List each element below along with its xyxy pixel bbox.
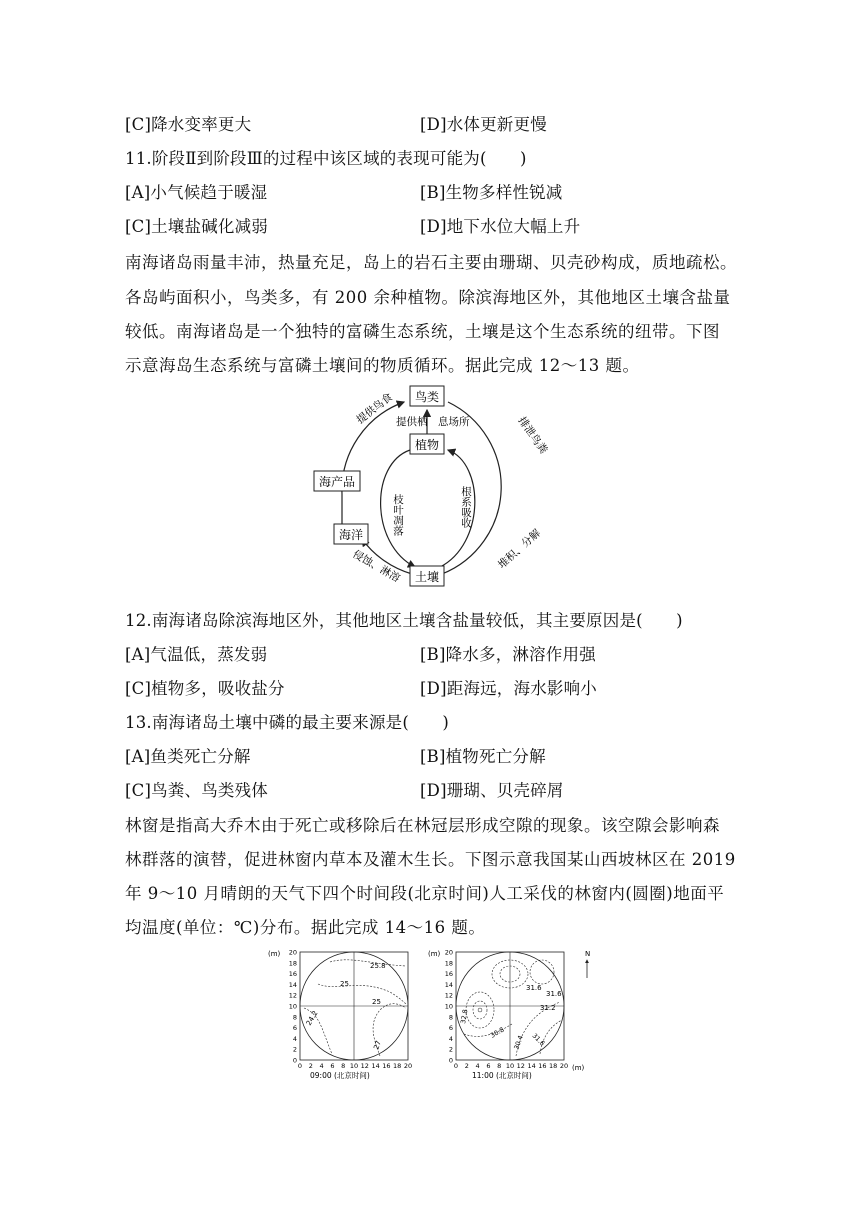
passage1-line2: 各岛屿面积小，鸟类多，有 200 余种植物。除滨海地区外，其他地区土壤含盐量	[125, 288, 731, 307]
q11-option-d: [D]地下水位大幅上升	[420, 217, 581, 236]
svg-text:30.8: 30.8	[489, 1025, 506, 1040]
svg-text:25: 25	[340, 980, 349, 988]
svg-text:31.2: 31.2	[540, 1004, 556, 1012]
node-seafood	[314, 471, 360, 491]
passage1-line3: 较低。南海诸岛是一个独特的富磷生态系统，土壤是这个生态系统的纽带。下图	[125, 322, 720, 341]
x-tick-label: 20	[559, 1062, 569, 1070]
q13-option-c: [C]鸟粪、鸟类残体	[125, 781, 268, 800]
q12-option-a: [A]气温低，蒸发弱	[125, 645, 268, 664]
passage2-line1: 林窗是指高大乔木由于死亡或移除后在林冠层形成空隙的现象。该空隙会影响森	[125, 816, 720, 835]
node-birds	[410, 386, 444, 406]
svg-text:海洋: 海洋	[338, 528, 364, 542]
node-ocean	[334, 524, 368, 544]
x-tick-label: 16	[382, 1062, 391, 1070]
y-tick-label: 0	[292, 1056, 297, 1065]
y-tick-label: 2	[448, 1045, 453, 1054]
y-tick-label: 14	[288, 980, 297, 989]
passage1-line1: 南海诸岛雨量丰沛，热量充足，岛上的岩石主要由珊瑚、贝壳砂构成，质地疏松。	[125, 253, 737, 272]
q12-stem: 12.南海诸岛除滨海地区外，其他地区土壤含盐量较低，其主要原因是( )	[125, 611, 683, 630]
svg-text:25.8: 25.8	[370, 962, 386, 970]
x-tick-label: 4	[319, 1062, 324, 1070]
svg-text:31.6: 31.6	[526, 984, 542, 992]
y-tick-label: 20	[288, 948, 297, 957]
svg-text:N: N	[585, 950, 591, 958]
x-tick-label: 0	[453, 1062, 459, 1070]
north-arrow-icon	[585, 950, 590, 978]
passage2-line4: 均温度(单位：℃)分布。据此完成 14～16 题。	[125, 918, 486, 937]
svg-text:根系吸收: 根系吸收	[460, 486, 472, 528]
q13-option-a: [A]鱼类死亡分解	[125, 747, 251, 766]
map-1100	[428, 949, 585, 1081]
x-tick-label: 8	[341, 1062, 346, 1070]
y-tick-label: 20	[444, 948, 453, 957]
svg-text:32.8: 32.8	[459, 1008, 470, 1025]
svg-text:海产品: 海产品	[318, 475, 356, 489]
x-tick-label: 18	[549, 1062, 558, 1070]
svg-text:(m): (m)	[572, 1064, 585, 1072]
y-tick-label: 6	[292, 1024, 297, 1033]
q12-option-c: [C]植物多，吸收盐分	[125, 679, 285, 698]
y-tick-label: 12	[288, 991, 297, 1000]
svg-text:土壤: 土壤	[414, 570, 440, 584]
svg-text:鸟类: 鸟类	[414, 390, 440, 404]
passage2-line3: 年 9～10 月晴朗的天气下四个时间段(北京时间)人工采伐的林窗内(圆圈)地面平	[125, 884, 725, 903]
label-branch-fall	[392, 493, 404, 537]
q13-option-b: [B]植物死亡分解	[420, 747, 546, 766]
x-tick-label: 10	[505, 1062, 515, 1070]
y-tick-label: 18	[288, 959, 297, 968]
y-tick-label: 4	[292, 1034, 297, 1043]
x-tick-label: 14	[371, 1062, 380, 1070]
y-tick-label: 8	[292, 1013, 297, 1022]
x-tick-label: 4	[475, 1062, 480, 1070]
y-tick-label: 10	[444, 1002, 453, 1011]
svg-text:(m): (m)	[268, 950, 281, 958]
q11-option-a: [A]小气候趋于暖湿	[125, 183, 268, 202]
x-tick-label: 6	[486, 1062, 491, 1070]
q11-option-c: [C]土壤盐碱化减弱	[125, 217, 268, 236]
label-accumulate: 堆积、分解	[495, 527, 544, 572]
y-tick-label: 10	[288, 1002, 297, 1011]
label-root-absorb	[460, 485, 472, 529]
svg-text:植物: 植物	[414, 438, 440, 452]
q13-stem: 13.南海诸岛土壤中磷的最主要来源是( )	[125, 713, 450, 732]
y-tick-label: 18	[444, 959, 453, 968]
y-tick-label: 8	[448, 1013, 453, 1022]
x-tick-label: 16	[538, 1062, 547, 1070]
y-tick-label: 16	[444, 970, 453, 979]
passage2-line2: 林群落的演替，促进林窗内草本及灌木生长。下图示意我国某山西坡林区在 2019	[125, 850, 736, 869]
label-provide-habitat: 提供栖 息场所	[396, 416, 470, 428]
x-tick-label: 12	[516, 1062, 525, 1070]
q11-stem: 11.阶段Ⅱ到阶段Ⅲ的过程中该区域的表现可能为( )	[125, 149, 527, 168]
x-tick-label: 0	[297, 1062, 303, 1070]
y-tick-label: 6	[448, 1024, 453, 1033]
svg-text:24.2: 24.2	[304, 1009, 320, 1027]
q11-option-b: [B]生物多样性锐减	[420, 183, 563, 202]
q13-option-d: [D]珊瑚、贝壳碎屑	[420, 781, 564, 800]
x-tick-label: 2	[464, 1062, 469, 1070]
y-tick-label: 16	[288, 970, 297, 979]
svg-text:27: 27	[372, 1039, 383, 1051]
label-excrete: 排泄鸟粪	[515, 414, 550, 457]
q10-option-c: [C]降水变率更大	[125, 115, 252, 134]
x-tick-label: 20	[403, 1062, 413, 1070]
passage1-line4: 示意海岛生态系统与富磷土壤间的物质循环。据此完成 12～13 题。	[125, 356, 640, 375]
x-tick-label: 6	[330, 1062, 335, 1070]
q10-option-d: [D]水体更新更慢	[420, 115, 547, 134]
svg-text:31.6: 31.6	[530, 1031, 547, 1048]
x-tick-label: 14	[527, 1062, 536, 1070]
svg-text:25: 25	[372, 998, 381, 1006]
y-tick-label: 4	[448, 1034, 453, 1043]
label-erode: 侵蚀、淋溶	[350, 548, 402, 585]
x-tick-label: 10	[349, 1062, 359, 1070]
forest-gap-temperature-maps	[260, 944, 600, 1093]
x-tick-label: 12	[360, 1062, 369, 1070]
svg-text:31.6: 31.6	[546, 990, 562, 998]
y-tick-label: 14	[444, 980, 453, 989]
x-tick-label: 18	[393, 1062, 402, 1070]
q12-option-d: [D]距海远，海水影响小	[420, 679, 598, 698]
ecosystem-cycle-diagram	[300, 384, 560, 598]
x-tick-label: 2	[308, 1062, 313, 1070]
y-tick-label: 12	[444, 991, 453, 1000]
y-tick-label: 2	[292, 1045, 297, 1054]
x-tick-label: 8	[497, 1062, 502, 1070]
svg-text:枝叶凋落: 枝叶凋落	[392, 494, 404, 536]
q12-option-b: [B]降水多，淋溶作用强	[420, 645, 596, 664]
svg-text:11:00 (北京时间): 11:00 (北京时间)	[472, 1071, 532, 1080]
label-provide-food: 提供鸟食	[354, 391, 395, 427]
svg-text:(m): (m)	[428, 950, 441, 958]
svg-text:09:00 (北京时间): 09:00 (北京时间)	[310, 1071, 370, 1080]
svg-text:30.4: 30.4	[512, 1034, 525, 1051]
node-soil	[410, 566, 444, 586]
y-tick-label: 0	[448, 1056, 453, 1065]
node-plants	[410, 434, 444, 454]
map-0900	[268, 949, 412, 1081]
